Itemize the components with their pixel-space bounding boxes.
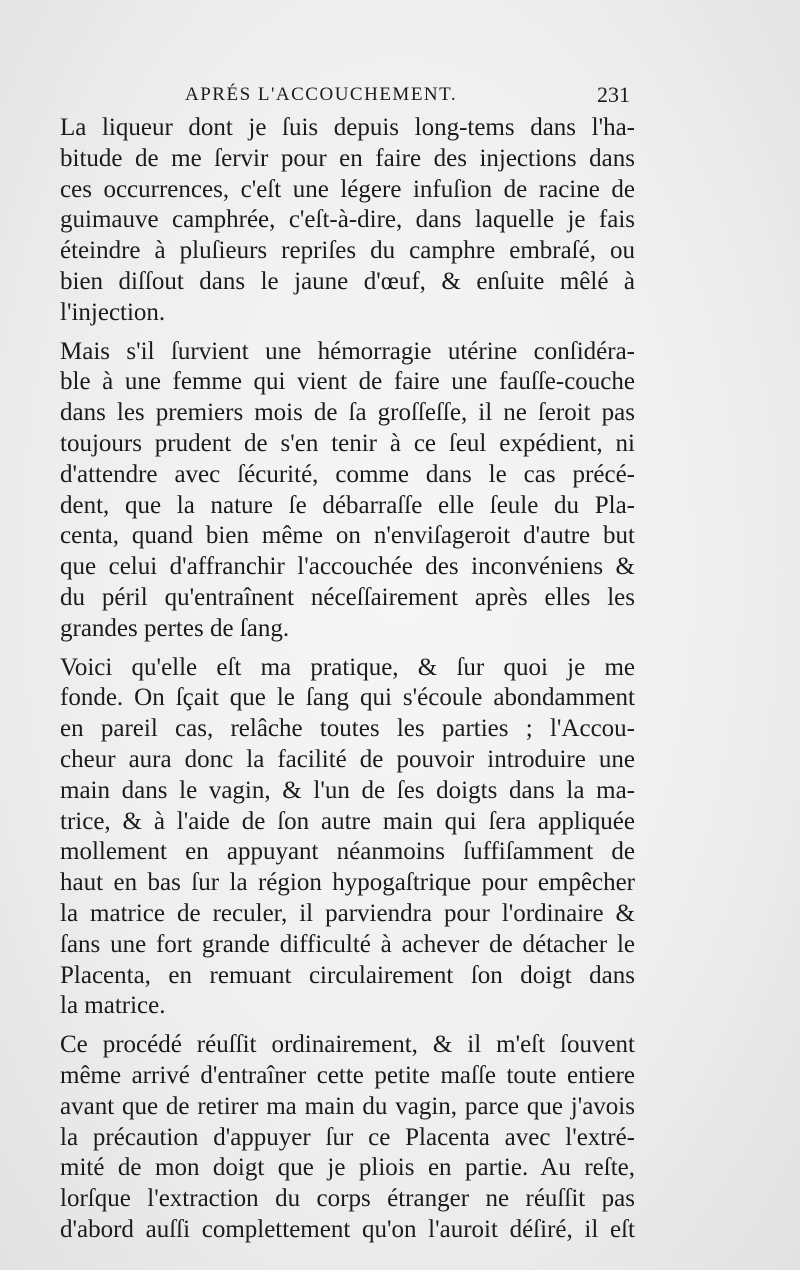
text-line: en pareil cas, relâche toutes les parties ; l'Accou-	[60, 715, 635, 743]
text-line: centa, quand bien même on n'enviſageroit d'autre but	[60, 522, 635, 550]
text-line: trice, & à l'aide de ſon autre main qui ſera appliquée	[60, 807, 635, 835]
text-line: cheur aura donc la facilité de pouvoir introduire une	[60, 745, 635, 773]
text-line: toujours prudent de s'en tenir à ce ſeul expédient, ni	[60, 429, 635, 457]
text-line: Ce procédé réuſſit ordinairement, & il m'eſt ſouvent	[60, 1031, 635, 1059]
text-line: du péril qu'entraînent néceſſairement après elles les	[60, 583, 635, 611]
text-line: grandes pertes de ſang.	[60, 614, 290, 642]
text-line: l'injection.	[60, 298, 166, 326]
text-line: ble à une femme qui vient de faire une fauſſe-couche	[60, 368, 635, 396]
text-line: que celui d'affranchir l'accouchée des inconvéniens &	[60, 553, 635, 581]
text-line: d'attendre avec ſécurité, comme dans le cas précé-	[60, 460, 635, 488]
text-line: bitude de me ſervir pour en faire des injections dans	[60, 144, 635, 172]
text-line: même arrivé d'entraîner cette petite maſſe toute entiere	[60, 1061, 635, 1089]
text-line: mollement en appuyant néanmoins ſuffiſamment de	[60, 838, 635, 866]
text-line: Mais s'il ſurvient une hémorragie utérine conſidéra-	[60, 337, 635, 365]
paragraph	[60, 337, 635, 645]
text-line: dent, que la nature ſe débarraſſe elle ſeule du Pla-	[60, 491, 635, 519]
paragraph	[60, 653, 635, 1023]
text-line: Placenta, en remuant circulairement ſon doigt dans	[60, 961, 635, 989]
text-line: dans les premiers mois de ſa groſſeſſe, il ne ſeroit pas	[60, 399, 635, 427]
text-line: La liqueur dont je ſuis depuis long-tems dans l'ha-	[60, 114, 635, 141]
text-line: lorſque l'extraction du corps étranger ne réuſſit pas	[60, 1185, 635, 1213]
text-line: éteindre à pluſieurs repriſes du camphre embraſé, ou	[60, 237, 635, 265]
text-line: d'abord auſſi complettement qu'on l'auroit déſiré, il eſt	[60, 1215, 635, 1243]
text-line: fonde. On ſçait que le ſang qui s'écoule abondamment	[60, 684, 635, 712]
text-line: la matrice de reculer, il parviendra pour l'ordinaire &	[60, 899, 635, 927]
text-line: la matrice.	[60, 992, 166, 1020]
paragraph	[60, 1030, 635, 1246]
body-text	[60, 113, 635, 1254]
text-line: mité de mon doigt que je pliois en partie. Au reſte,	[60, 1154, 635, 1182]
text-line: la précaution d'appuyer ſur ce Placenta avec l'extré-	[60, 1123, 635, 1151]
page-number: 231	[597, 82, 630, 107]
text-line: haut en bas ſur la région hypogaſtrique pour empêcher	[60, 869, 635, 897]
running-head: APRÉS L'ACCOUCHEMENT.	[185, 84, 458, 105]
text-line: main dans le vagin, & l'un de ſes doigts dans la ma-	[60, 776, 635, 804]
text-line: guimauve camphrée, c'eſt-à-dire, dans laquelle je fais	[60, 206, 635, 234]
text-line: ſans une fort grande difficulté à achever de détacher le	[60, 930, 635, 958]
text-line: bien diſſout dans le jaune d'œuf, & enſuite mêlé à	[60, 267, 635, 295]
paragraph	[60, 113, 635, 329]
page-header	[60, 84, 630, 110]
text-line: Voici qu'elle eſt ma pratique, & ſur quoi je me	[60, 653, 635, 681]
text-line: ces occurrences, c'eſt une légere infuſion de racine de	[60, 175, 635, 203]
text-line: avant que de retirer ma main du vagin, parce que j'avois	[60, 1092, 635, 1120]
